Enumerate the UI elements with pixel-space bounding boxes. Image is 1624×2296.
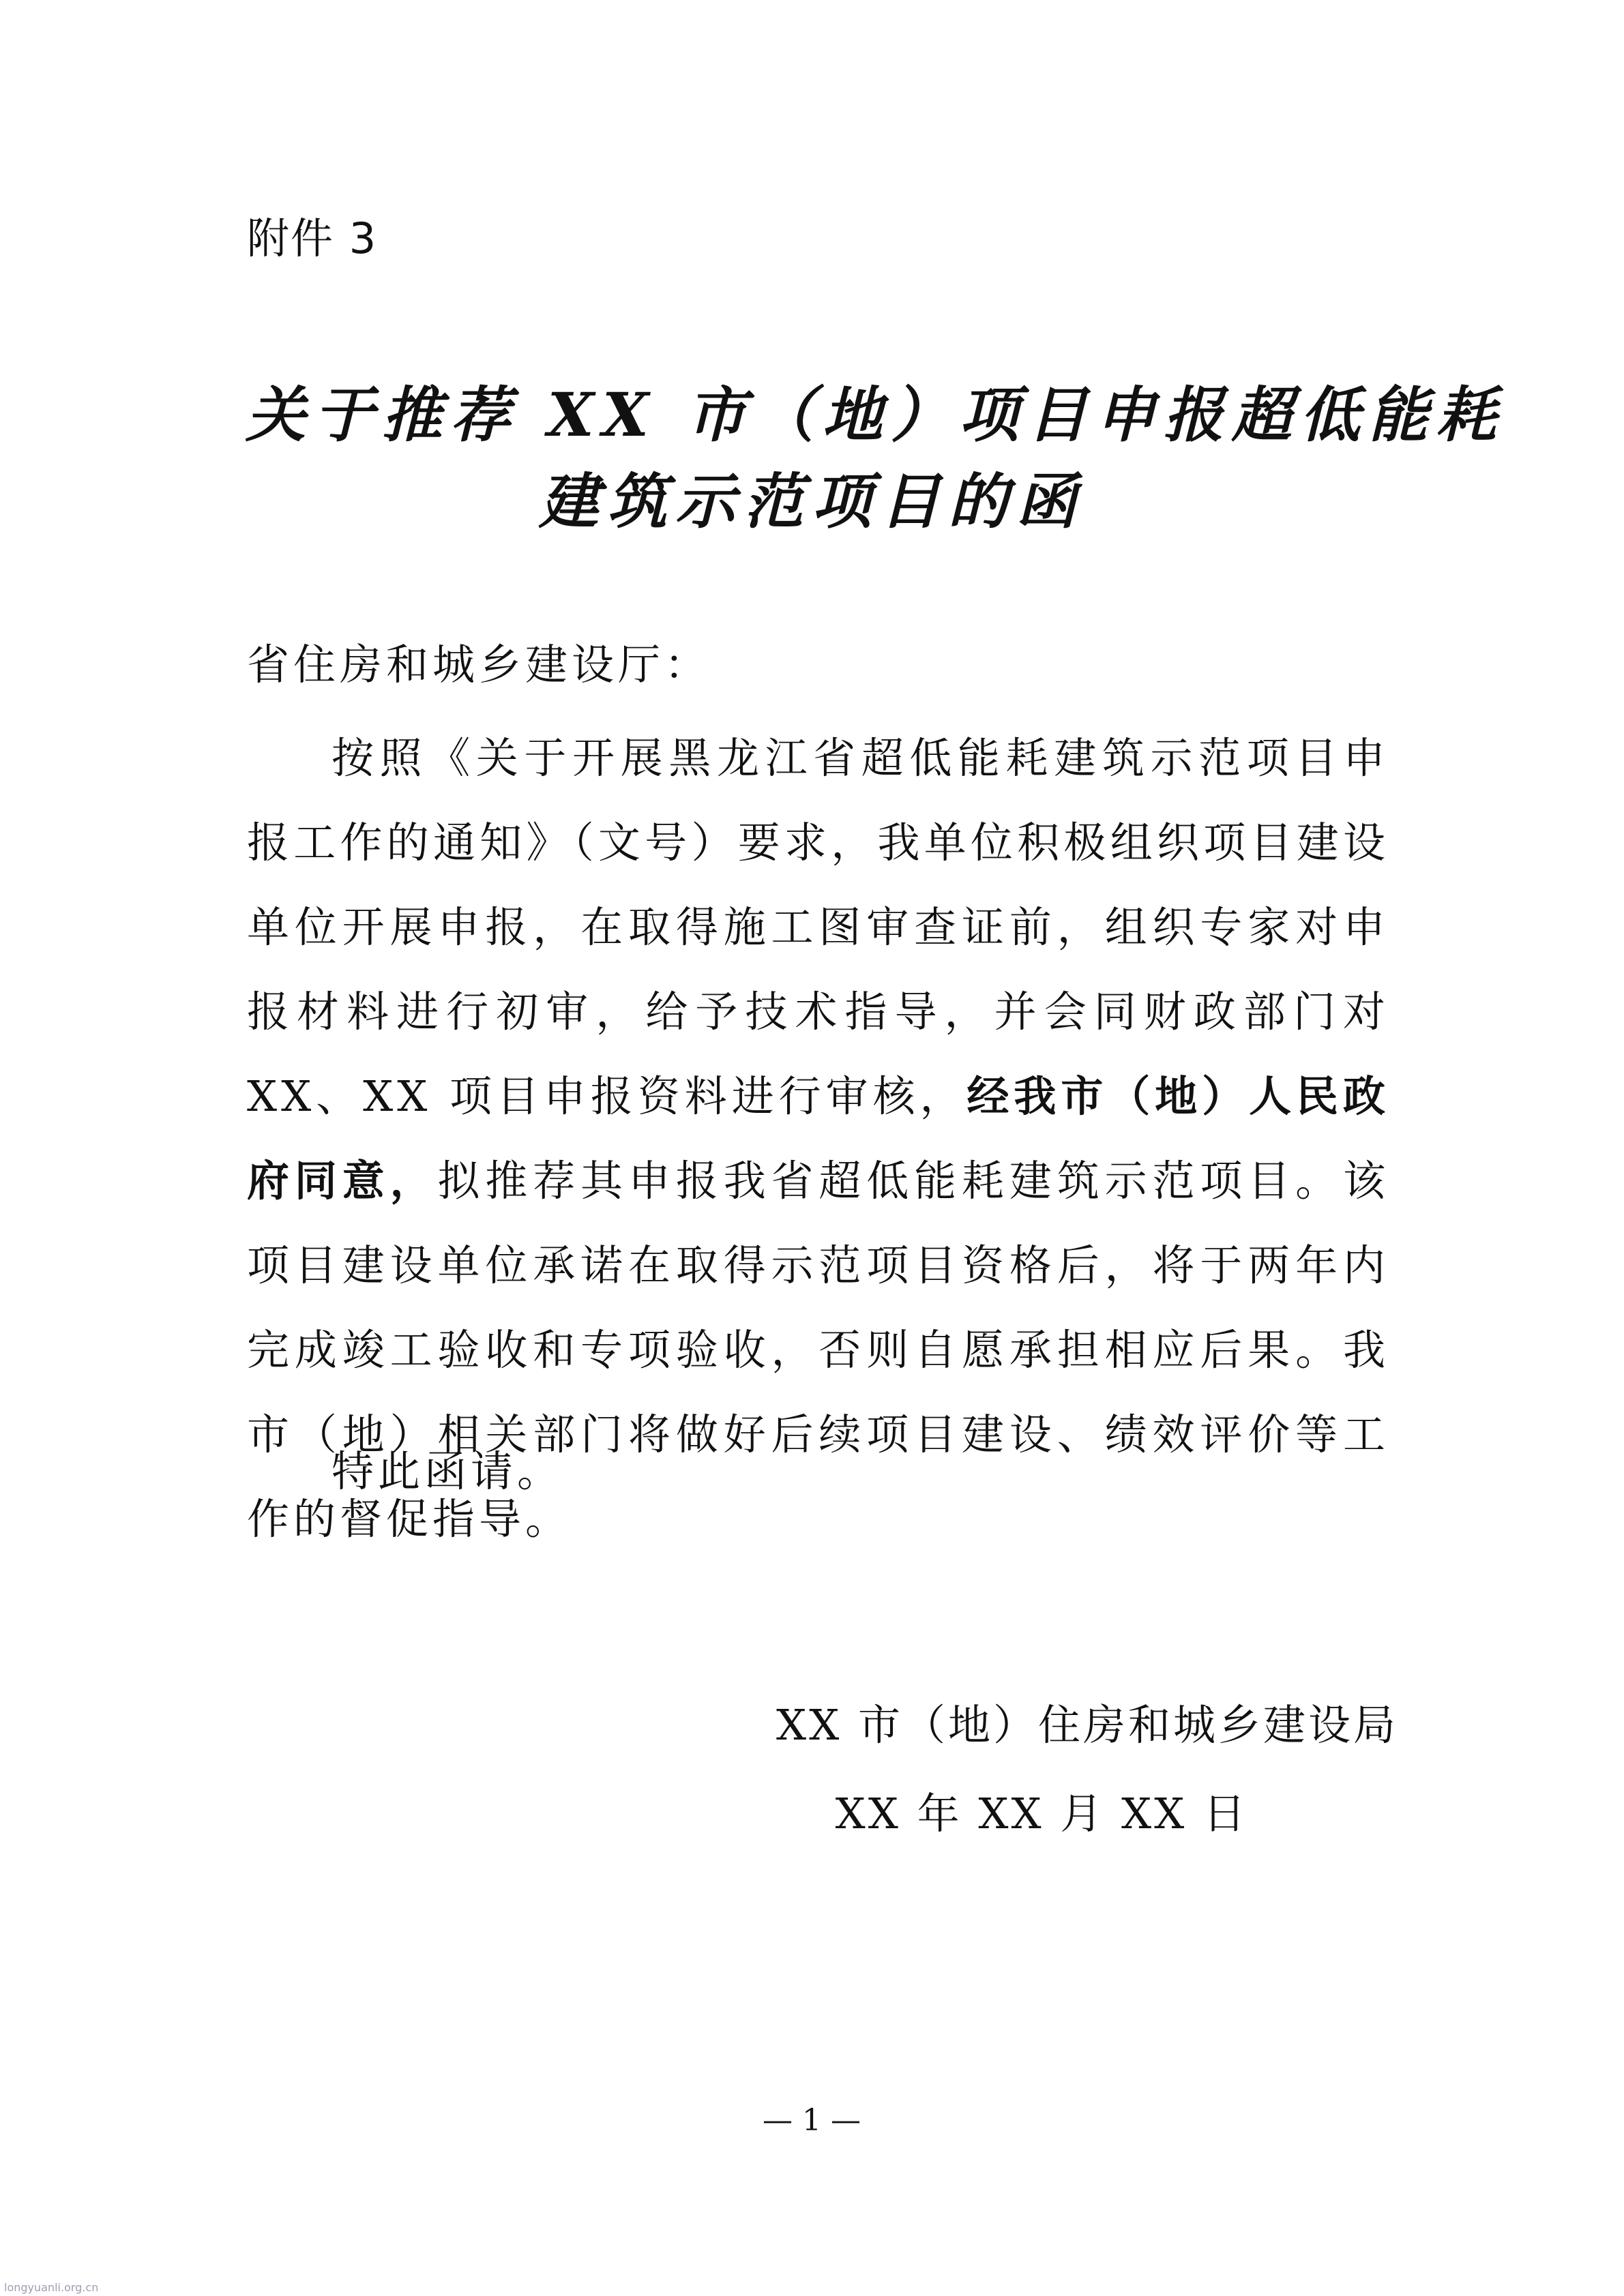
document-title-line1: 关于推荐 XX 市（地）项目申报超低能耗 bbox=[246, 379, 1505, 450]
salutation: 省住房和城乡建设厅： bbox=[247, 640, 711, 689]
body-text-part1: 按照《关于开展黑龙江省超低能耗建筑示范项目申报工作的通知》（文号）要求，我单位积极组织项目建设单位开展申报，在取得施工图审查证前，组织专家对申报材料进行初审，给予技术指导，并会同财政部门对 XX、XX 项目申报资料进行审核， bbox=[247, 733, 1389, 1121]
signature-date: XX 年 XX 月 XX 日 bbox=[835, 1789, 1248, 1838]
watermark: longyuanli.org.cn bbox=[4, 2281, 99, 2294]
attachment-label: 附件 3 bbox=[247, 213, 378, 263]
signature-issuer: XX 市（地）住房和城乡建设局 bbox=[776, 1700, 1398, 1750]
body-text-bold: 经我市（地）人民政府同意， bbox=[247, 1071, 1389, 1206]
closing-line: 特此函请。 bbox=[331, 1446, 564, 1496]
document-title-line2: 建筑示范项目的函 bbox=[538, 466, 1084, 537]
page-number: — 1 — bbox=[763, 2103, 861, 2138]
body-paragraph bbox=[247, 716, 1389, 1562]
body-text-part2: 拟推荐其申报我省超低能耗建筑示范项目。该项目建设单位承诺在取得示范项目资格后，将于两年内完成竣工验收和专项验收，否则自愿承担相应后果。我市（地）相关部门将做好后续项目建设、绩效评价等工作的督促指导。 bbox=[247, 1156, 1389, 1544]
